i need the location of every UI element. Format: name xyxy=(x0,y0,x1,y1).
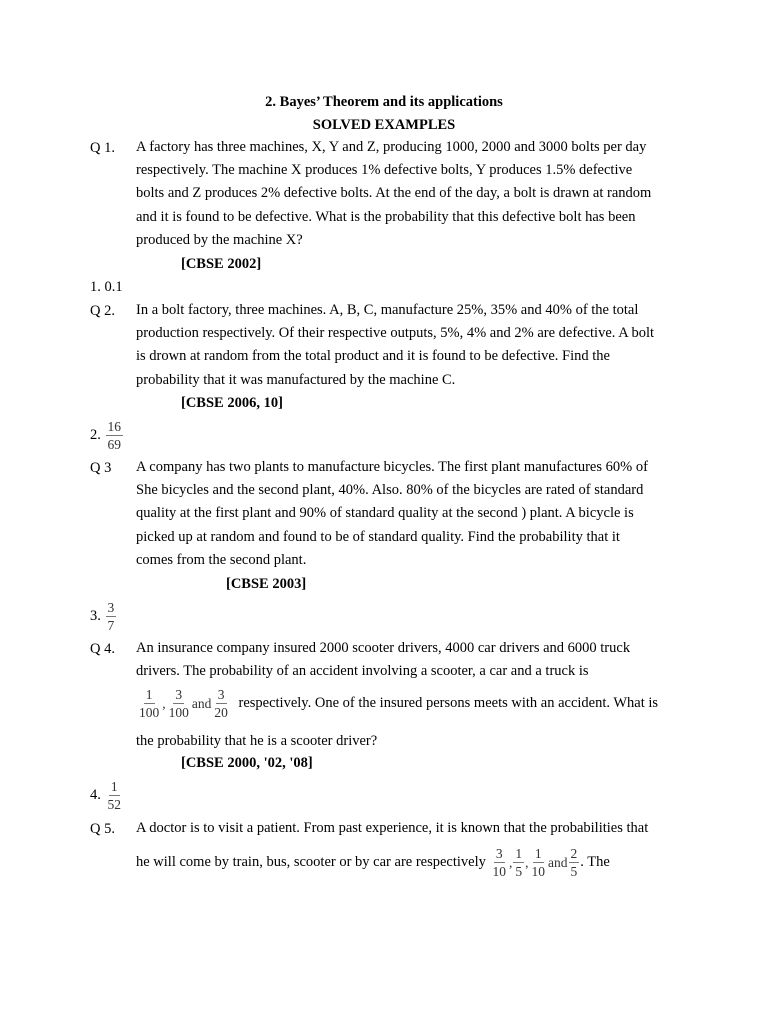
fraction-numerator: 1 xyxy=(515,846,523,861)
question-3-text xyxy=(136,456,681,572)
fraction-numerator: 1 xyxy=(145,687,153,702)
page-title: 2. Bayes’ Theorem and its applications xyxy=(265,94,503,110)
fraction-denominator: 10 xyxy=(492,864,507,879)
fraction-numerator: 1 xyxy=(534,846,542,861)
and-word: and xyxy=(548,854,568,870)
question-1-line: produced by the machine X? xyxy=(136,231,303,248)
question-1-line: and it is found to be defective. What is the probability that this defective bolt has been xyxy=(136,208,636,225)
fraction-numerator: 16 xyxy=(107,419,121,434)
section-heading: SOLVED EXAMPLES xyxy=(312,117,456,133)
question-3-line: A company has two plants to manufacture bicycles. The first plant manufactures 60% of xyxy=(136,459,648,475)
question-1-source: [CBSE 2002] xyxy=(181,256,262,272)
answer-4-label: 4. xyxy=(90,786,101,803)
fraction-denominator: 7 xyxy=(107,618,115,633)
question-2-line: probability that it was manufactured by the machine C. xyxy=(136,371,456,388)
answer-2 xyxy=(90,418,124,453)
fraction xyxy=(530,845,548,880)
fraction xyxy=(513,845,524,880)
fraction-denominator: 69 xyxy=(107,437,121,452)
question-4-fraction-line xyxy=(136,686,681,721)
question-1-line: A factory has three machines, X, Y and Z, producing 1000, 2000 and 3000 bolts per day xyxy=(136,139,647,155)
question-2-line: production respectively. Of their respective outputs, 5%, 4% and 2% are defective. A bolt xyxy=(136,325,655,342)
fraction xyxy=(167,686,191,721)
question-5-number: Q 5. xyxy=(90,821,115,837)
fraction-numerator: 3 xyxy=(107,600,115,615)
fraction-denominator: 100 xyxy=(168,705,189,720)
question-3-number: Q 3 xyxy=(90,460,112,476)
question-4-text xyxy=(136,637,681,683)
question-5-fraction-line xyxy=(136,845,681,880)
and-word: and xyxy=(191,695,212,711)
question-3-line: quality at the first plant and 90% of standard quality at the second ) plant. A bicycle is xyxy=(136,505,634,522)
question-3-line: picked up at random and found to be of standard quality. Find the probability that it xyxy=(136,528,620,545)
fraction-denominator: 5 xyxy=(515,864,523,879)
fraction-numerator: 3 xyxy=(495,846,503,861)
fraction-denominator: 100 xyxy=(139,705,160,720)
fraction-numerator: 3 xyxy=(217,687,225,702)
question-2-source: [CBSE 2006, 10] xyxy=(181,395,283,411)
question-4-number: Q 4. xyxy=(90,641,115,657)
answer-4-fraction xyxy=(106,778,124,813)
question-1-number: Q 1. xyxy=(90,140,115,156)
question-2-text xyxy=(136,299,681,392)
question-1-line: bolts and Z produces 2% defective bolts. At the end of the day, a bolt is drawn at random xyxy=(136,185,652,202)
question-3-source: [CBSE 2003] xyxy=(226,576,307,592)
fraction xyxy=(491,845,509,880)
answer-3 xyxy=(90,599,117,634)
question-4-source: [CBSE 2000, '02, '08] xyxy=(181,755,313,771)
question-2-line: is drown at random from the total product and it is found to be defective. Find the xyxy=(136,348,610,365)
question-3-line: comes from the second plant. xyxy=(136,551,307,568)
answer-1: 1. 0.1 xyxy=(90,279,123,295)
answer-2-fraction xyxy=(106,418,124,453)
answer-3-fraction xyxy=(106,599,117,634)
answer-2-label: 2. xyxy=(90,426,101,443)
answer-4 xyxy=(90,778,124,813)
fraction-denominator: 10 xyxy=(531,864,546,879)
fraction xyxy=(212,686,230,721)
question-1-line: respectively. The machine X produces 1% defective bolts, Y produces 1.5% defective xyxy=(136,162,633,179)
comma: , xyxy=(525,854,529,870)
question-2-number: Q 2. xyxy=(90,303,115,319)
answer-3-label: 3. xyxy=(90,607,101,624)
question-2-line: In a bolt factory, three machines. A, B, C, manufacture 25%, 35% and 40% of the total xyxy=(136,302,639,318)
question-4-line: the probability that he is a scooter driver? xyxy=(136,733,378,749)
fraction xyxy=(137,686,161,721)
question-5-line: he will come by train, bus, scooter or by car are respectively xyxy=(136,853,486,870)
comma: , xyxy=(509,854,513,870)
fraction-denominator: 20 xyxy=(214,705,228,720)
comma: , xyxy=(162,695,166,711)
fraction-numerator: 2 xyxy=(570,846,578,861)
question-5-line-end: . The xyxy=(580,853,610,870)
fraction-numerator: 1 xyxy=(110,779,118,794)
fraction xyxy=(569,845,580,880)
question-5-text xyxy=(136,817,681,840)
fraction-denominator: 5 xyxy=(570,864,578,879)
question-4-line: respectively. One of the insured persons meets with an accident. What is xyxy=(238,694,659,711)
question-1-text xyxy=(136,136,681,252)
question-5-line: A doctor is to visit a patient. From past experience, it is known that the probabilities that xyxy=(136,820,649,836)
question-4-last-line xyxy=(136,730,681,753)
fraction-numerator: 3 xyxy=(175,687,183,702)
question-4-line: An insurance company insured 2000 scooter drivers, 4000 car drivers and 6000 truck xyxy=(136,640,631,656)
question-3-line: She bicycles and the second plant, 40%. Also. 80% of the bicycles are rated of standard xyxy=(136,482,644,499)
question-4-line: drivers. The probability of an accident involving a scooter, a car and a truck is xyxy=(136,663,589,680)
fraction-denominator: 52 xyxy=(107,797,121,812)
